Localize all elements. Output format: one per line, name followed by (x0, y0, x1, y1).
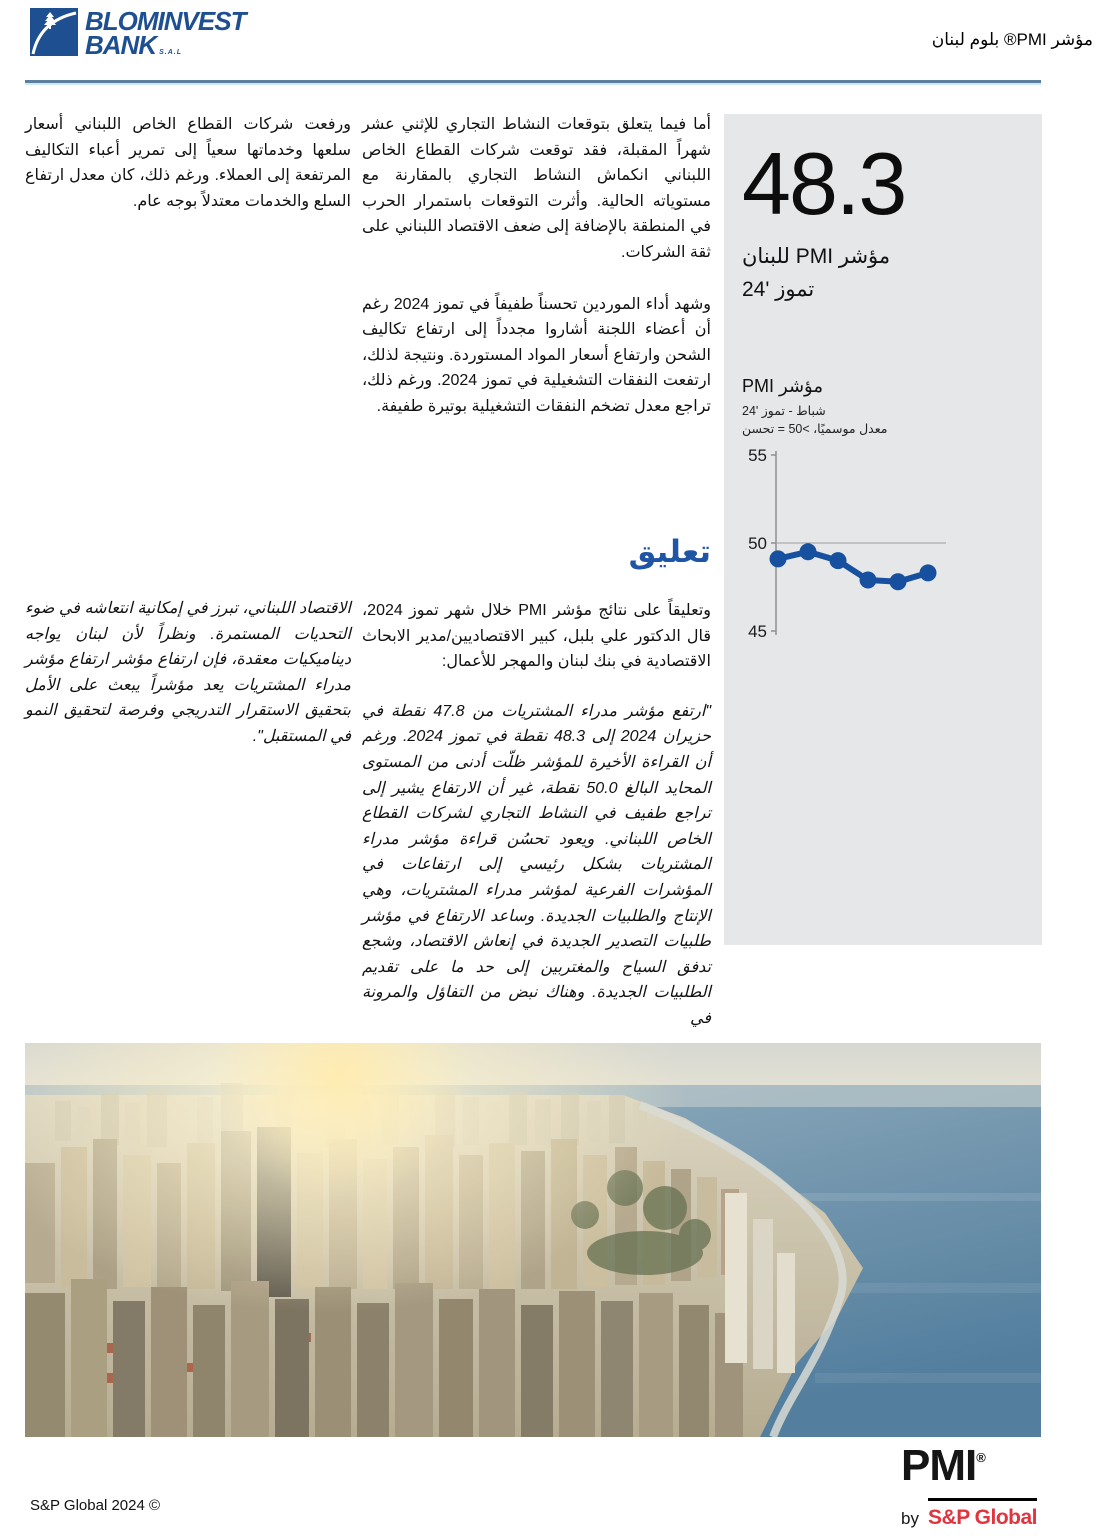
comment-quote: "ارتفع مؤشر مدراء المشتريات من 47.8 نقطة في حزيران 2024 إلى 48.3 نقطة في تموز 2024. ورغم أن القراءة الأخيرة للمؤشر ظلّت أدنى من المستوى المحايد البالغ 50.0 نقطة، غير أن الارتفاع يشير إلى تراجع طفيف في النشاط التجاري لشركات القطاع الخاص اللبناني. ويعود تحسُن قراءة مؤشر مدراء المشتريات بشكل رئيسي إلى ارتفاعات في المؤشرات الفرعية لمؤشر مدراء المشتريات، وهي الإنتاج والطلبيات الجديدة. وساعد الارتفاع في مؤشر طلبيات التصدير الجديدة في إنعاش الاقتصاد، وشجع تدفق السياح والمغتربين إلى حد ما على تقديم الطلبيات الجديدة. وهناك نبض من التفاؤل والمرونة في (362, 702, 712, 1027)
pmi-logo (901, 1441, 1037, 1530)
bank-name-line1: BLOMINVEST (85, 6, 246, 36)
city-photo (25, 1043, 1041, 1437)
by-label: by (901, 1509, 920, 1528)
pmi-chart (742, 442, 1020, 659)
pmi-value-panel (724, 114, 1042, 945)
bank-logo-text (85, 8, 245, 58)
body-paragraph-prices: ورفعت شركات القطاع الخاص اللبناني أسعار سلعها وخدماتها سعياً إلى تمرير أعباء التكاليف المرتفعة إلى العملاء. ورغم ذلك، كان معدل ارتفاع السلع والخدمات معتدلاً بوجه عام. (25, 116, 351, 210)
chart-note: معدل موسميًا، >50 = تحسن (742, 422, 888, 437)
bank-logo-mark (30, 8, 78, 56)
chart-subtitle: شباط - تموز '24 (742, 404, 826, 419)
registered-mark: ® (976, 1450, 986, 1465)
header-rule (25, 80, 1041, 83)
svg-text:55: 55 (748, 446, 767, 466)
column-left-top (25, 112, 351, 214)
comment-heading: تعليق (628, 534, 711, 569)
bank-name-suffix: S.A.L (159, 48, 182, 56)
column-left-comment (25, 596, 351, 750)
comment-quote-continued: الاقتصاد اللبناني، تبرز في إمكانية انتعاشه في ضوء التحديات المستمرة. ونظراً لأن لبنان يواجه ديناميكيات معقدة، فإن ارتفاع مؤشر ارتفاع مؤشر مدراء المشتريات يعد مؤشراً يبعث على الأمل بتحقيق الاستقرار التدريجي وفرصة لتحقيق النمو في المستقبل". (25, 600, 351, 745)
pmi-logo-byline (901, 1498, 1037, 1530)
beirut-skyline-illustration (25, 1043, 1041, 1437)
svg-text:45: 45 (748, 622, 767, 642)
chart-header (742, 376, 1002, 436)
body-paragraph-suppliers: وشهد أداء الموردين تحسناً طفيفاً في تموز 2024 رغم أن أعضاء اللجنة أشاروا مجدداً إلى ارتفاع تكاليف الشحن وارتفاع أسعار المواد المستوردة. ونتيجة لذلك، ارتفعت النفقات التشغيلية في تموز 2024. ورغم ذلك، تراجع معدل تضخم النفقات التشغيلية بوتيرة طفيفة. (362, 295, 712, 415)
body-paragraph-outlook: أما فيما يتعلق بتوقعات النشاط التجاري للإثني عشر شهراً المقبلة، فقد توقعت شركات القطاع الخاص اللبناني انكماش النشاط التجاري بالمقارنة مع مستوياته الحالية. وأثرت التوقعات باستمرار الحرب في المنطقة بالإضافة إلى ضعف الاقتصاد اللبناني على ثقة الشركات. (362, 116, 711, 261)
chart-title: مؤشر PMI (742, 376, 823, 397)
pmi-headline-value: 48.3 (742, 134, 906, 233)
bank-logo (30, 8, 245, 58)
pmi-logo-wordmark: PMI® (901, 1441, 986, 1490)
page-title: مؤشر PMI® بلوم لبنان (931, 30, 1093, 49)
bank-name-line2: BANK S.A.L (85, 29, 182, 60)
sp-global-brand: S&P Global (928, 1498, 1037, 1530)
column-middle-top (362, 112, 711, 446)
svg-text:50: 50 (748, 534, 767, 554)
comment-intro: وتعليقاً على نتائج مؤشر PMI خلال شهر تموز 2024، قال الدكتور علي بلبل، كبير الاقتصاديين/مدير الابحاث الاقتصادية في بنك لبنان والمهجر للأعمال: (362, 602, 711, 671)
column-middle-comment (362, 598, 711, 1032)
cedar-arc-icon (30, 8, 78, 56)
pmi-headline-label: مؤشر PMI للبنان (742, 245, 891, 269)
pmi-headline-period: تموز '24 (742, 278, 815, 302)
footer-copyright: S&P Global 2024 © (30, 1497, 161, 1514)
